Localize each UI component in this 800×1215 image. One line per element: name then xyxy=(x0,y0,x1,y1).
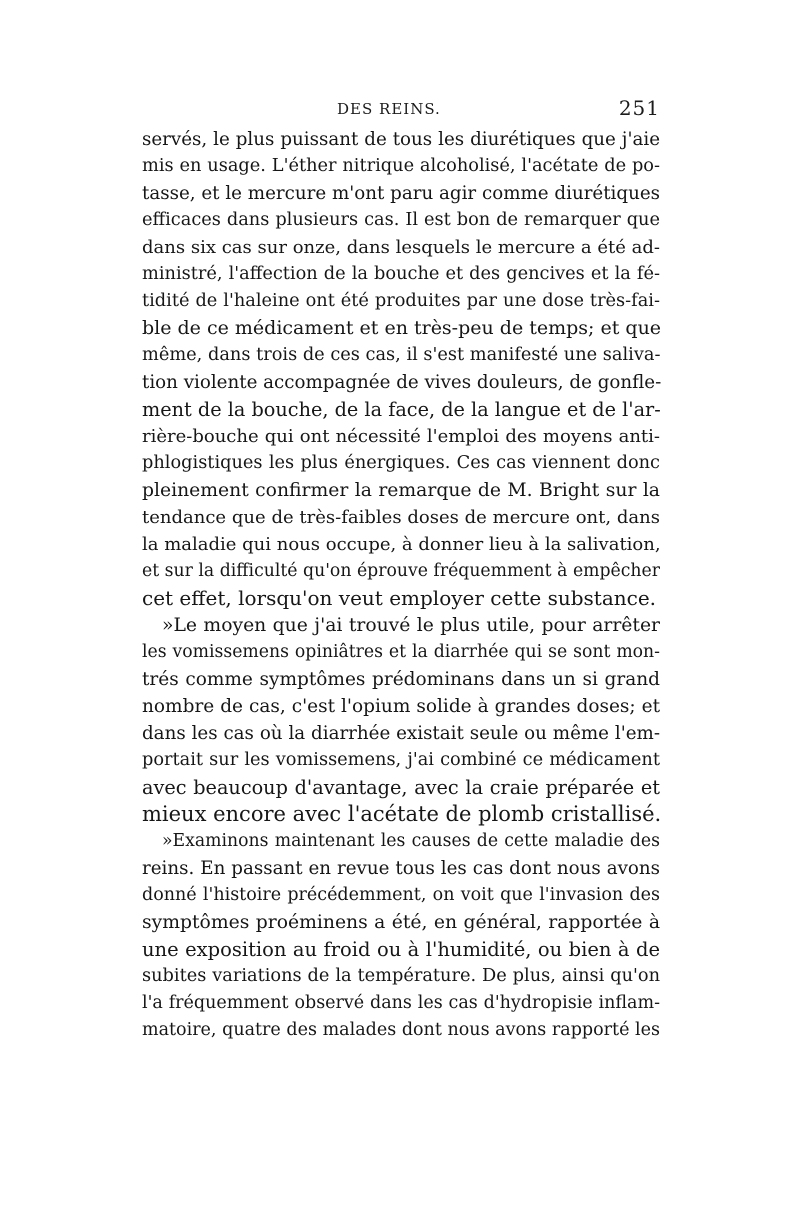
text-line: pleinement confirmer la remarque de M. Bright sur la xyxy=(142,480,660,501)
text-line: dans six cas sur onze, dans lesquels le mercure a été ad- xyxy=(142,237,660,258)
text-line: avec beaucoup d'avantage, avec la craie préparée et xyxy=(142,776,660,799)
text-line: tasse, et le mercure m'ont paru agir comme diurétiques xyxy=(142,183,660,204)
text-line: donné l'histoire précédemment, on voit que l'invasion des xyxy=(142,885,660,905)
text-line: la maladie qui nous occupe, à donner lieu à la salivation, xyxy=(142,534,661,555)
text-line: même, dans trois de ces cas, il s'est manifesté une saliva- xyxy=(142,345,661,365)
text-line: reins. En passant en revue tous les cas dont nous avons xyxy=(142,858,660,879)
text-line: ble de ce médicament et en très-peu de temps; et que xyxy=(142,317,662,339)
chapter-title: DES REINS. xyxy=(337,100,441,118)
text-line: l'a fréquemment observé dans les cas d'hydropisie inflam- xyxy=(142,993,660,1013)
text-line: matoire, quatre des malades dont nous avons rapporté les xyxy=(142,1020,660,1040)
text-line: efficaces dans plusieurs cas. Il est bon de remarquer que xyxy=(142,210,660,230)
text-line: une exposition au froid ou à l'humidité, ou bien à de xyxy=(142,938,660,961)
text-line: et sur la difficulté qu'on éprouve fréquemment à empêcher xyxy=(142,561,660,581)
text-line: »Le moyen que j'ai trouvé le plus utile, pour arrêter xyxy=(162,615,660,636)
text-line: nombre de cas, c'est l'opium solide à grandes doses; et xyxy=(142,696,660,717)
text-line: phlogistiques les plus énergiques. Ces cas viennent donc xyxy=(142,453,660,473)
text-line: symptômes proéminens a été, en général, rapportée à xyxy=(142,912,660,933)
body-text xyxy=(142,126,660,1044)
page-number: 251 xyxy=(618,96,660,120)
text-line: tidité de l'haleine ont été produites par une dose très-fai- xyxy=(142,291,660,311)
text-line: ment de la bouche, de la face, de la langue et de l'ar- xyxy=(142,398,661,421)
running-head xyxy=(142,96,660,128)
text-line: »Examinons maintenant les causes de cette maladie des xyxy=(162,831,660,851)
text-line: ministré, l'affection de la bouche et des gencives et la fé- xyxy=(142,264,660,284)
text-line: tion violente accompagnée de vives douleurs, de gonfle- xyxy=(142,372,662,393)
text-line: dans les cas où la diarrhée existait seule ou même l'em- xyxy=(142,723,660,744)
text-line: portait sur les vomissemens, j'ai combiné ce médicament xyxy=(142,750,660,770)
text-line: subites variations de la température. De plus, ainsi qu'on xyxy=(142,966,660,986)
text-line: rière-bouche qui ont nécessité l'emploi des moyens anti- xyxy=(142,426,660,447)
text-line: mis en usage. L'éther nitrique alcoholisé, l'acétate de po- xyxy=(142,156,660,176)
text-line: servés, le plus puissant de tous les diurétiques que j'aie xyxy=(142,129,660,150)
text-line: mieux encore avec l'acétate de plomb cristallisé. xyxy=(142,802,662,826)
text-line: tendance que de très-faibles doses de mercure ont, dans xyxy=(142,507,660,528)
text-line: les vomissemens opiniâtres et la diarrhée qui se sont mon- xyxy=(142,642,660,662)
text-line: cet effet, lorsqu'on veut employer cette substance. xyxy=(142,586,657,610)
text-line: trés comme symptômes prédominans dans un si grand xyxy=(142,669,660,690)
